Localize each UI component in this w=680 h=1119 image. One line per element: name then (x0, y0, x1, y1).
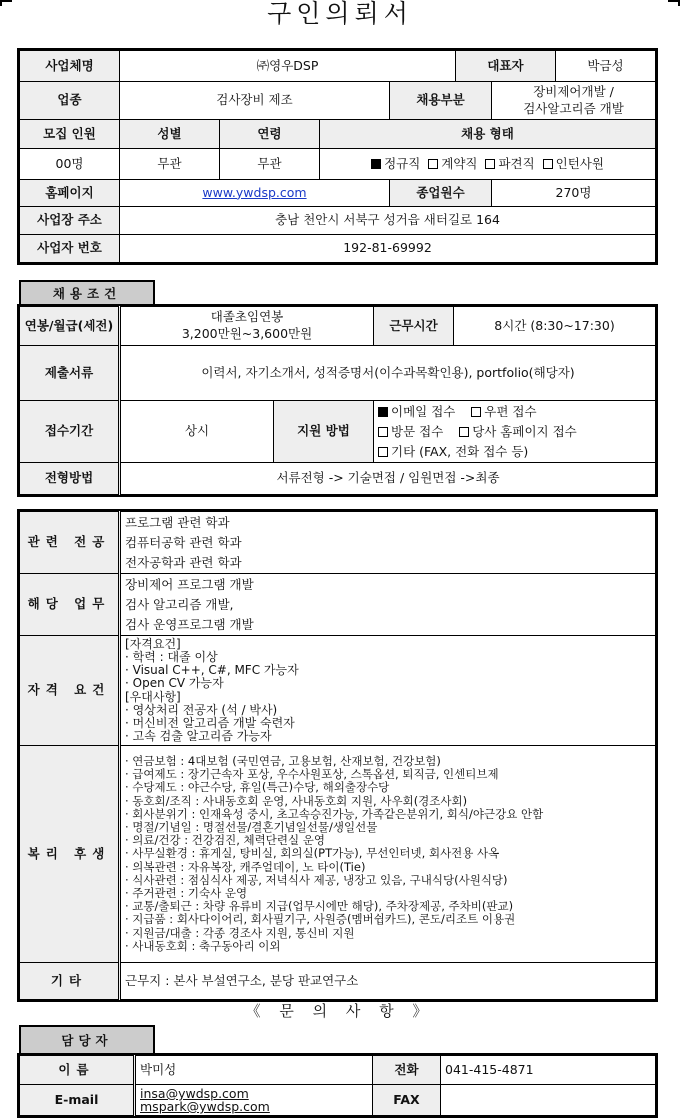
recruit-label: 모집 인원 (20, 120, 120, 149)
checkbox-checked-icon (371, 159, 381, 169)
docs-value: 이력서, 자기소개서, 성적증명서(이수과목확인용), portfolio(해당자) (120, 346, 656, 401)
process-value: 서류전형 -> 기술면접 / 임원면접 ->최종 (120, 463, 656, 495)
method-option[interactable]: 이메일 접수 (378, 404, 455, 419)
inquiry-heading: 《 문 의 사 항 》 (245, 1002, 435, 1020)
qual-list: [자격요건] · 학력 : 대졸 이상 · Visual C++, C#, MFC 가능자 · Open CV 가능자 [우대사항] · 영상처리 전공자 (석 / 박사) · 머신비전 알고리즘 개발 숙련자 · 고속 검출 알고리즘 가능자 (120, 636, 656, 746)
address-value: 충남 천안시 서북구 성거읍 새터길로 164 (120, 207, 656, 235)
bizno-value: 192-81-69992 (120, 235, 656, 263)
age-label: 연령 (220, 120, 320, 149)
details-table (19, 511, 656, 1000)
age-value: 무관 (220, 149, 320, 180)
method-option[interactable]: 기타 (FAX, 전화 접수 등) (378, 444, 528, 459)
ceo-name: 박금성 (556, 51, 656, 82)
contact-email-cell (135, 1085, 373, 1116)
emptype-option[interactable]: 정규직 (371, 156, 420, 171)
hours-cell (374, 307, 656, 346)
contact-fax-label: FAX (373, 1085, 441, 1116)
homepage-label: 홈페이지 (20, 180, 120, 207)
etc-label: 기타 (20, 963, 120, 1000)
salary-value: 대졸초임연봉 3,200만원~3,600만원 (120, 307, 374, 346)
recruit-value: 00명 (20, 149, 120, 180)
section-conditions: 채용조건 (19, 280, 155, 306)
welfare-label: 복리 후생 (20, 746, 120, 963)
method-option[interactable]: 당사 홈페이지 접수 (459, 424, 577, 439)
contact-fax (441, 1085, 656, 1116)
hours-label: 근무시간 (374, 307, 454, 345)
emptype-option[interactable]: 파견직 (485, 156, 534, 171)
company-name-label: 사업체명 (20, 51, 120, 82)
period-label: 접수기간 (20, 401, 120, 463)
emptype-options (320, 149, 656, 180)
period-value: 상시 (120, 401, 274, 463)
checkbox-icon (485, 159, 495, 169)
contact-name: 박미성 (135, 1056, 373, 1085)
qual-label: 자격 요건 (20, 636, 120, 746)
bizno-label: 사업자 번호 (20, 235, 120, 263)
contact-name-label: 이름 (20, 1056, 135, 1085)
company-info-table (19, 50, 656, 263)
gender-value: 무관 (120, 149, 220, 180)
contact-phone-label: 전화 (373, 1056, 441, 1085)
process-label: 전형방법 (20, 463, 120, 495)
industry-value: 검사장비 제조 (120, 82, 390, 120)
method-label: 지원 방법 (274, 401, 374, 463)
emptype-option[interactable]: 계약직 (428, 156, 477, 171)
dept-label: 채용부분 (390, 82, 492, 120)
contact-phone: 041-415-4871 (441, 1056, 656, 1085)
checkbox-icon (428, 159, 438, 169)
duty-list: 장비제어 프로그램 개발 검사 알고리즘 개발, 검사 운영프로그램 개발 (120, 574, 656, 636)
docs-label: 제출서류 (20, 346, 120, 401)
email-link[interactable]: mspark@ywdsp.com (140, 1099, 270, 1114)
major-label: 관련 전공 (20, 512, 120, 574)
major-list: 프로그램 관련 학과 컴퓨터공학 관련 학과 전자공학과 관련 학과 (120, 512, 656, 574)
employees-value: 270명 (492, 180, 656, 207)
homepage-link[interactable]: www.ywdsp.com (202, 184, 307, 200)
checkbox-icon (471, 407, 481, 417)
homepage-cell (120, 180, 390, 207)
page-title: 구인의뢰서 (267, 0, 413, 28)
welfare-list: · 연금보험 : 4대보험 (국민연금, 고용보험, 산재보험, 건강보험) · 급여제도 : 장기근속자 포상, 우수사원포상, 스톡옵션, 퇴직금, 인센티브제 · 수당제도 : 야근수당, 휴일(특근)수당, 해외출장수당 · 동호회/조직 : 사내동호회 운영, 사내동호회 지원, 사우회(경조사회) · 회사분위기 : 인재육성 중시, 초고속승진가능, 가족같은분위기, 회식/야근강요 안함 · 명절/기념일 : 명절선물/결혼기념일선물/생일선물 · 의료/건강 : 건강검진, 체력단련실 운영 · 사무실환경 : 휴게실, 탕비실, 회의실(PT가능), 무선인터넷, 회사전용 사옥 · 의복관련 : 자유복장, 캐주얼데이, 노 타이(Tie) · 식사관련 : 점심식사 제공, 저녁식사 제공, 냉장고 있음, 구내식당(사원식당) · 주거관련 : 기숙사 운영 · 교통/출퇴근 : 차량 유류비 지급(업무시에만 해당), 주차장제공, 주차비(판교) · 지급품 : 회사다이어리, 회사필기구, 사원증(멤버쉽카드), 콘도/리조트 이용권 · 지원금/대출 : 각종 경조사 지원, 통신비 지원 · 사내동호회 : 축구동아리 이외 (120, 746, 656, 963)
salary-label: 연봉/월급(세전) (20, 307, 120, 346)
contact-table (19, 1055, 656, 1116)
ceo-label: 대표자 (456, 51, 556, 82)
method-options (374, 401, 656, 463)
checkbox-icon (543, 159, 553, 169)
checkbox-icon (378, 427, 388, 437)
email-link[interactable]: insa@ywdsp.com (140, 1086, 249, 1101)
industry-label: 업종 (20, 82, 120, 120)
checkbox-icon (378, 447, 388, 457)
employees-label: 종업원수 (390, 180, 492, 207)
address-label: 사업장 주소 (20, 207, 120, 235)
duty-label: 해당 업무 (20, 574, 120, 636)
company-name: ㈜영우DSP (120, 51, 456, 82)
etc-value: 근무지 : 본사 부설연구소, 분당 판교연구소 (120, 963, 656, 1000)
section-contact: 담당자 (19, 1025, 155, 1055)
dept-value: 장비제어개발 / 검사알고리즘 개발 (492, 82, 656, 120)
emptype-label: 채용 형태 (320, 120, 656, 149)
gender-label: 성별 (120, 120, 220, 149)
hours-value: 8시간 (8:30~17:30) (494, 317, 615, 333)
checkbox-checked-icon (378, 407, 388, 417)
emptype-option[interactable]: 인턴사원 (543, 156, 604, 171)
contact-email-label: E-mail (20, 1085, 135, 1116)
checkbox-icon (459, 427, 469, 437)
method-option[interactable]: 방문 접수 (378, 424, 443, 439)
conditions-table (19, 306, 656, 495)
method-option[interactable]: 우편 접수 (471, 404, 536, 419)
